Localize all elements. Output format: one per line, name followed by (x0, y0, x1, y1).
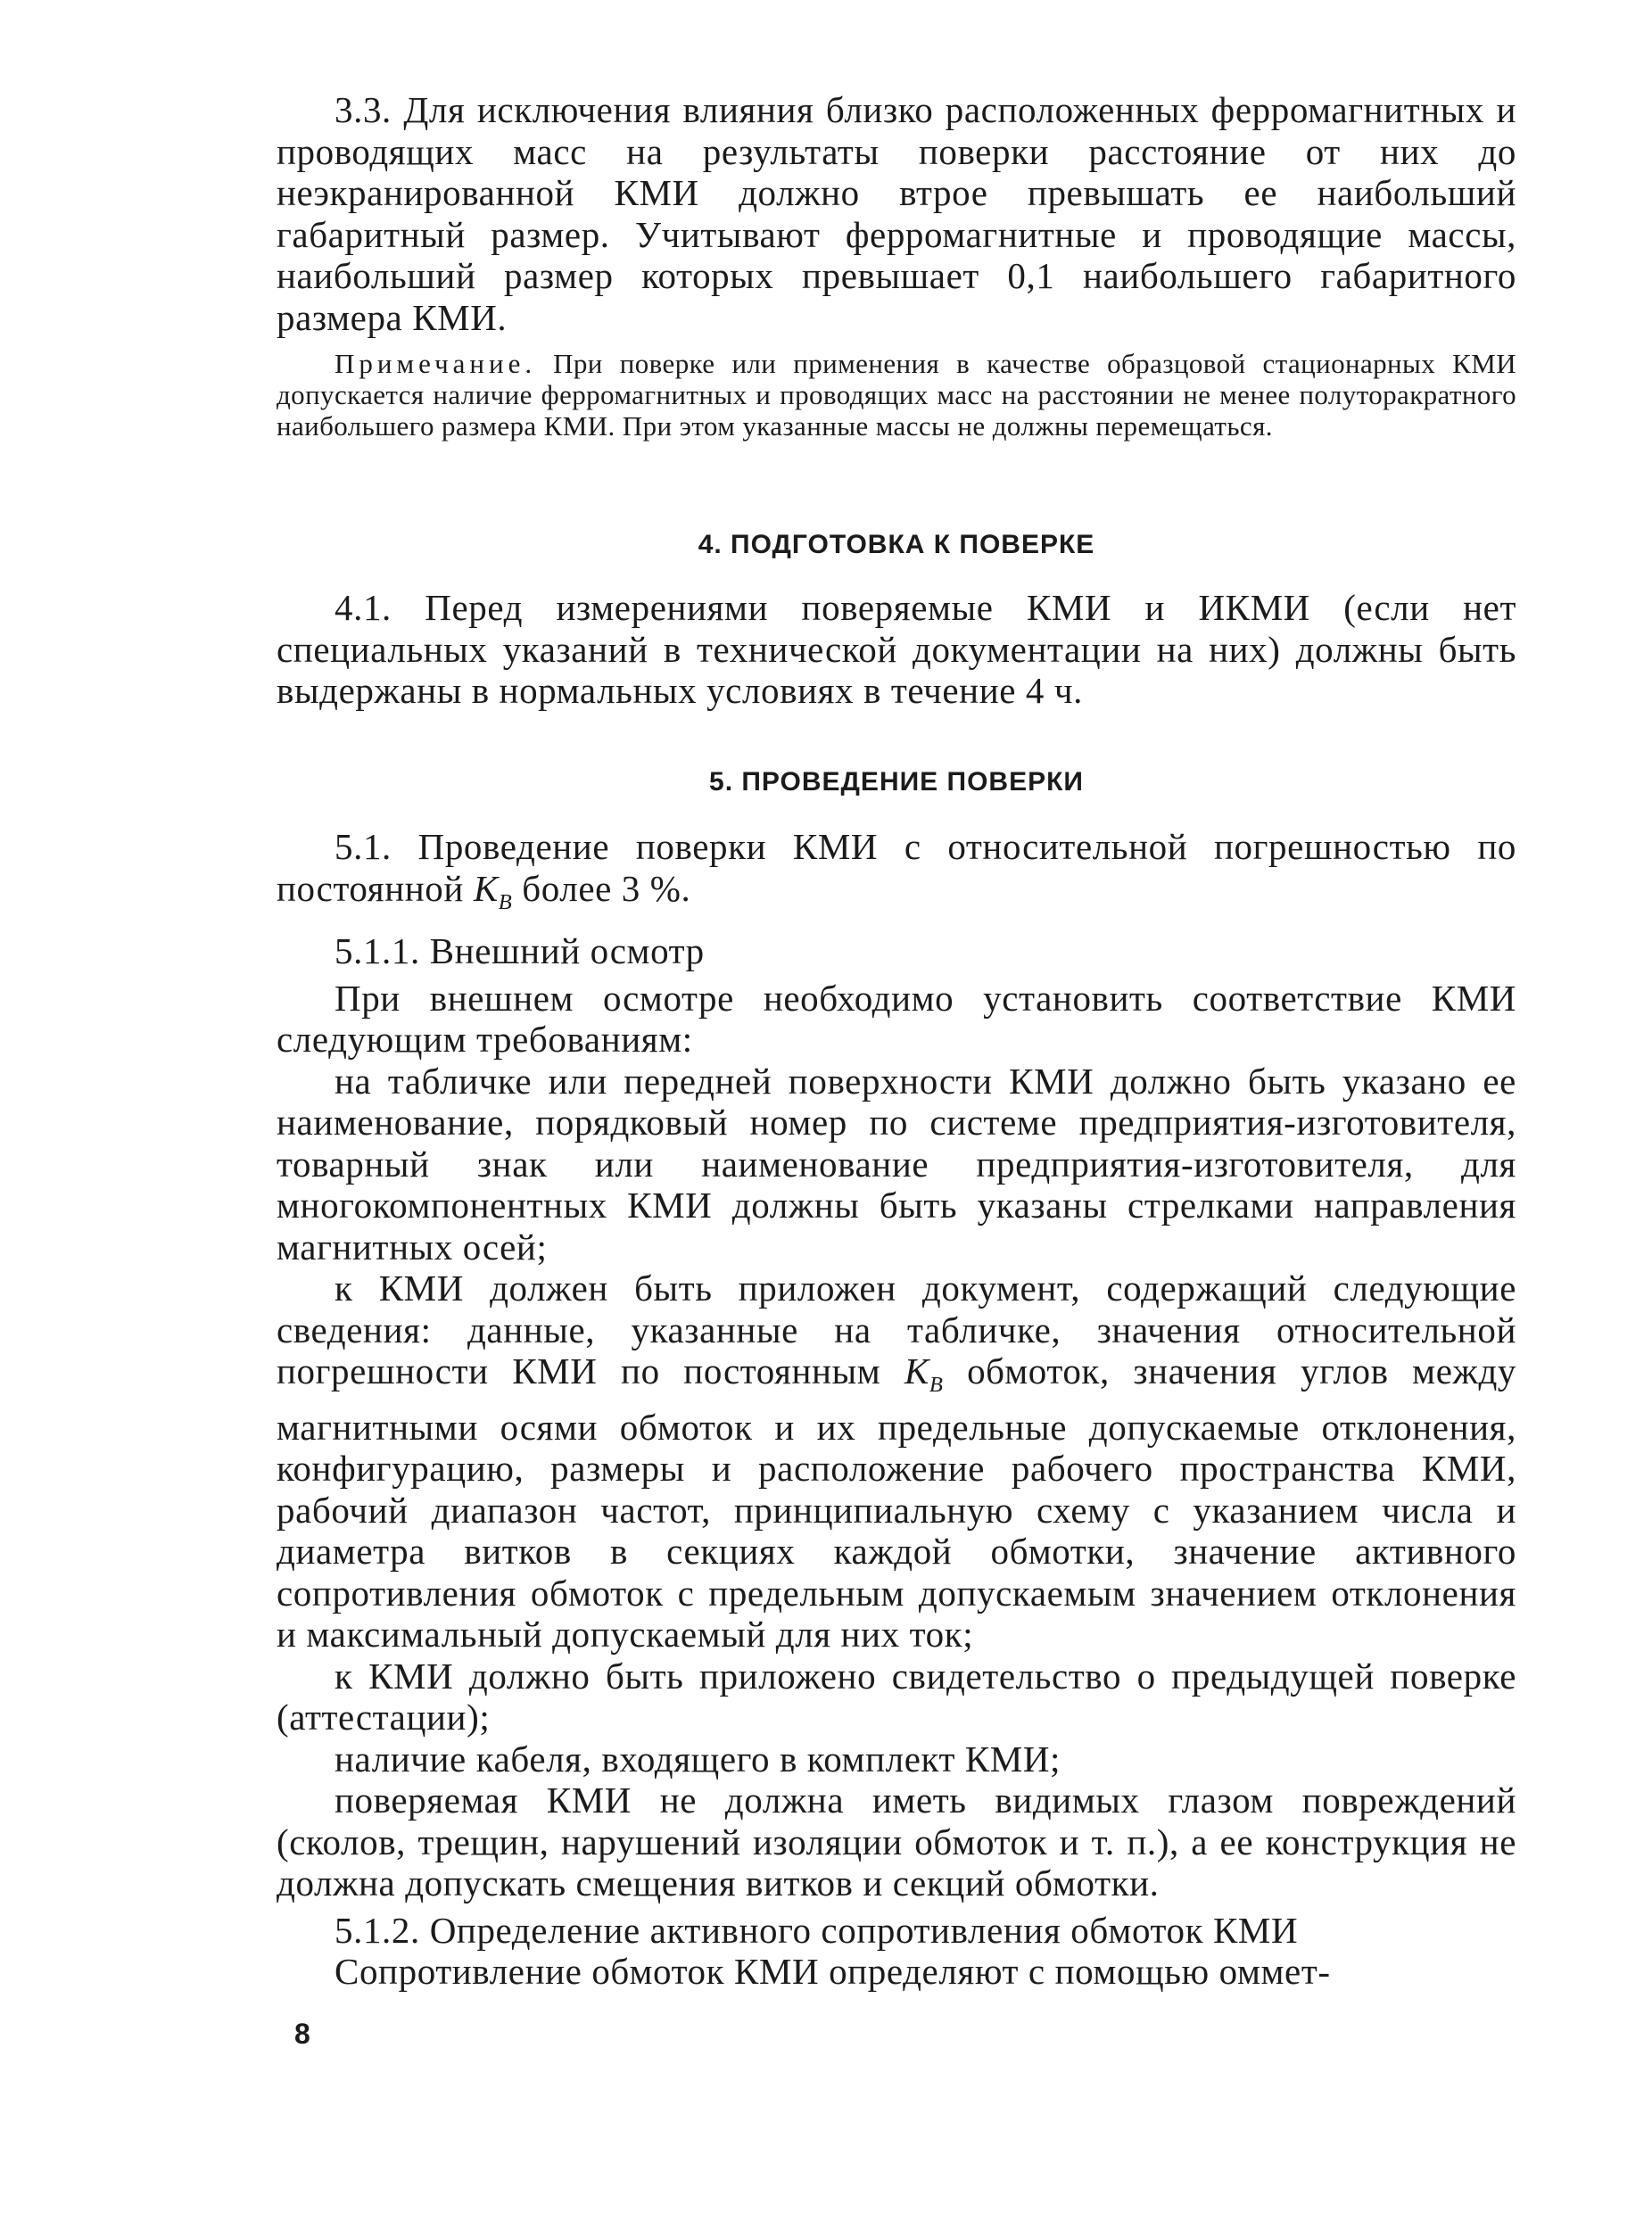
page-number: 8 (294, 2018, 310, 2050)
section-4-heading: 4. ПОДГОТОВКА К ПОВЕРКЕ (698, 530, 1095, 559)
paragraph-5-1 (277, 826, 1516, 923)
section-5-heading: 5. ПРОВЕДЕНИЕ ПОВЕРКИ (709, 767, 1084, 797)
note-block (277, 348, 1516, 442)
paragraph-3-3: 3.3. Для исключения влияния близко расположенных ферромагнитных и проводящих масс на результаты поверки расстояние от них до неэкранированной КМИ должно втрое превышать ее наибольший габаритный размер. Учитывают ферромагнитные и проводящие массы, наибольший размер которых превышает 0,1 наибольшего габаритного размера КМИ. (277, 89, 1516, 338)
paragraph-resistance: Сопротивление обмоток КМИ определяют с помощью оммет- (335, 1951, 1331, 1993)
paragraph-intro: При внешнем осмотре необходимо установить соответствие КМИ следующим требованиям: (277, 977, 1516, 1061)
paragraph-plate: на табличке или передней поверхности КМИ должно быть указано ее наименование, порядковый номер по системе предприятия-изготовителя, товарный знак или наименование предприятия-изготовителя, для многокомпонентных КМИ должны быть указаны стрелками направления магнитных осей; (277, 1060, 1516, 1268)
paragraph-5-1-1: 5.1.1. Внешний осмотр (335, 930, 705, 972)
section-5-heading-wrap (277, 767, 1516, 797)
section-4 (277, 587, 1516, 712)
note-label: Примечание. (335, 348, 537, 379)
note-text: При поверке или применения в качестве образцовой стационарных КМИ допускается наличие ферромагнитных и проводящих масс на расстоянии не менее полуторакратного наибольшего размера КМИ. При этом указанные массы не должны перемещаться. (277, 348, 1516, 442)
note-paragraph (277, 348, 1516, 442)
section-4-heading-wrap (277, 530, 1516, 560)
paragraph-cable: наличие кабеля, входящего в комплект КМИ; (335, 1738, 1061, 1780)
kb-subscript-2: B (929, 1373, 944, 1398)
section-5 (277, 826, 1516, 1993)
paragraph-document-start: к КМИ должен быть приложен документ, содержащий следующие сведения: данные, указанные на табличке, значения относительной погрешности КМИ по постоянным (277, 1268, 1516, 1392)
kb-symbol: K (473, 867, 499, 909)
paragraph-5-1-2: 5.1.2. Определение активного сопротивления обмоток КМИ (335, 1909, 1299, 1951)
paragraph-5-1-text: 5.1. Проведение поверки КМИ с относительной погрешностью по постоянной (277, 826, 1516, 909)
kb-symbol-2: K (904, 1350, 929, 1392)
paragraph-document (277, 1268, 1516, 1656)
paragraph-certificate: к КМИ должно быть приложено свидетельство о предыдущей поверке (аттестации); (277, 1655, 1516, 1738)
paragraph-damage: поверяемая КМИ не должна иметь видимых глазом повреждений (сколов, трещин, нарушений изоляции обмоток и т. п.), а ее конструкция не должна допускать смещения витков и секций обмотки. (277, 1780, 1516, 1904)
paragraph-5-1-end: более 3 %. (522, 867, 691, 909)
paragraph-document-end: обмоток, значения углов между магнитными осями обмоток и их предельные допускаемые отклонения, конфигурацию, размеры и расположение рабочего пространства КМИ, рабочий диапазон частот, принципиальную схему с указанием числа и диаметра витков в секциях каждой обмотки, значение активного сопротивления обмоток с предельным допускаемым значением отклонения и максимальный допускаемый для них ток; (277, 1350, 1517, 1656)
paragraph-4-1: 4.1. Перед измерениями поверяемые КМИ и ИКМИ (если нет специальных указаний в технической документации на них) должны быть выдержаны в нормальных условиях в течение 4 ч. (277, 587, 1516, 711)
section-3-3 (277, 89, 1516, 338)
kb-subscript: B (498, 889, 513, 914)
